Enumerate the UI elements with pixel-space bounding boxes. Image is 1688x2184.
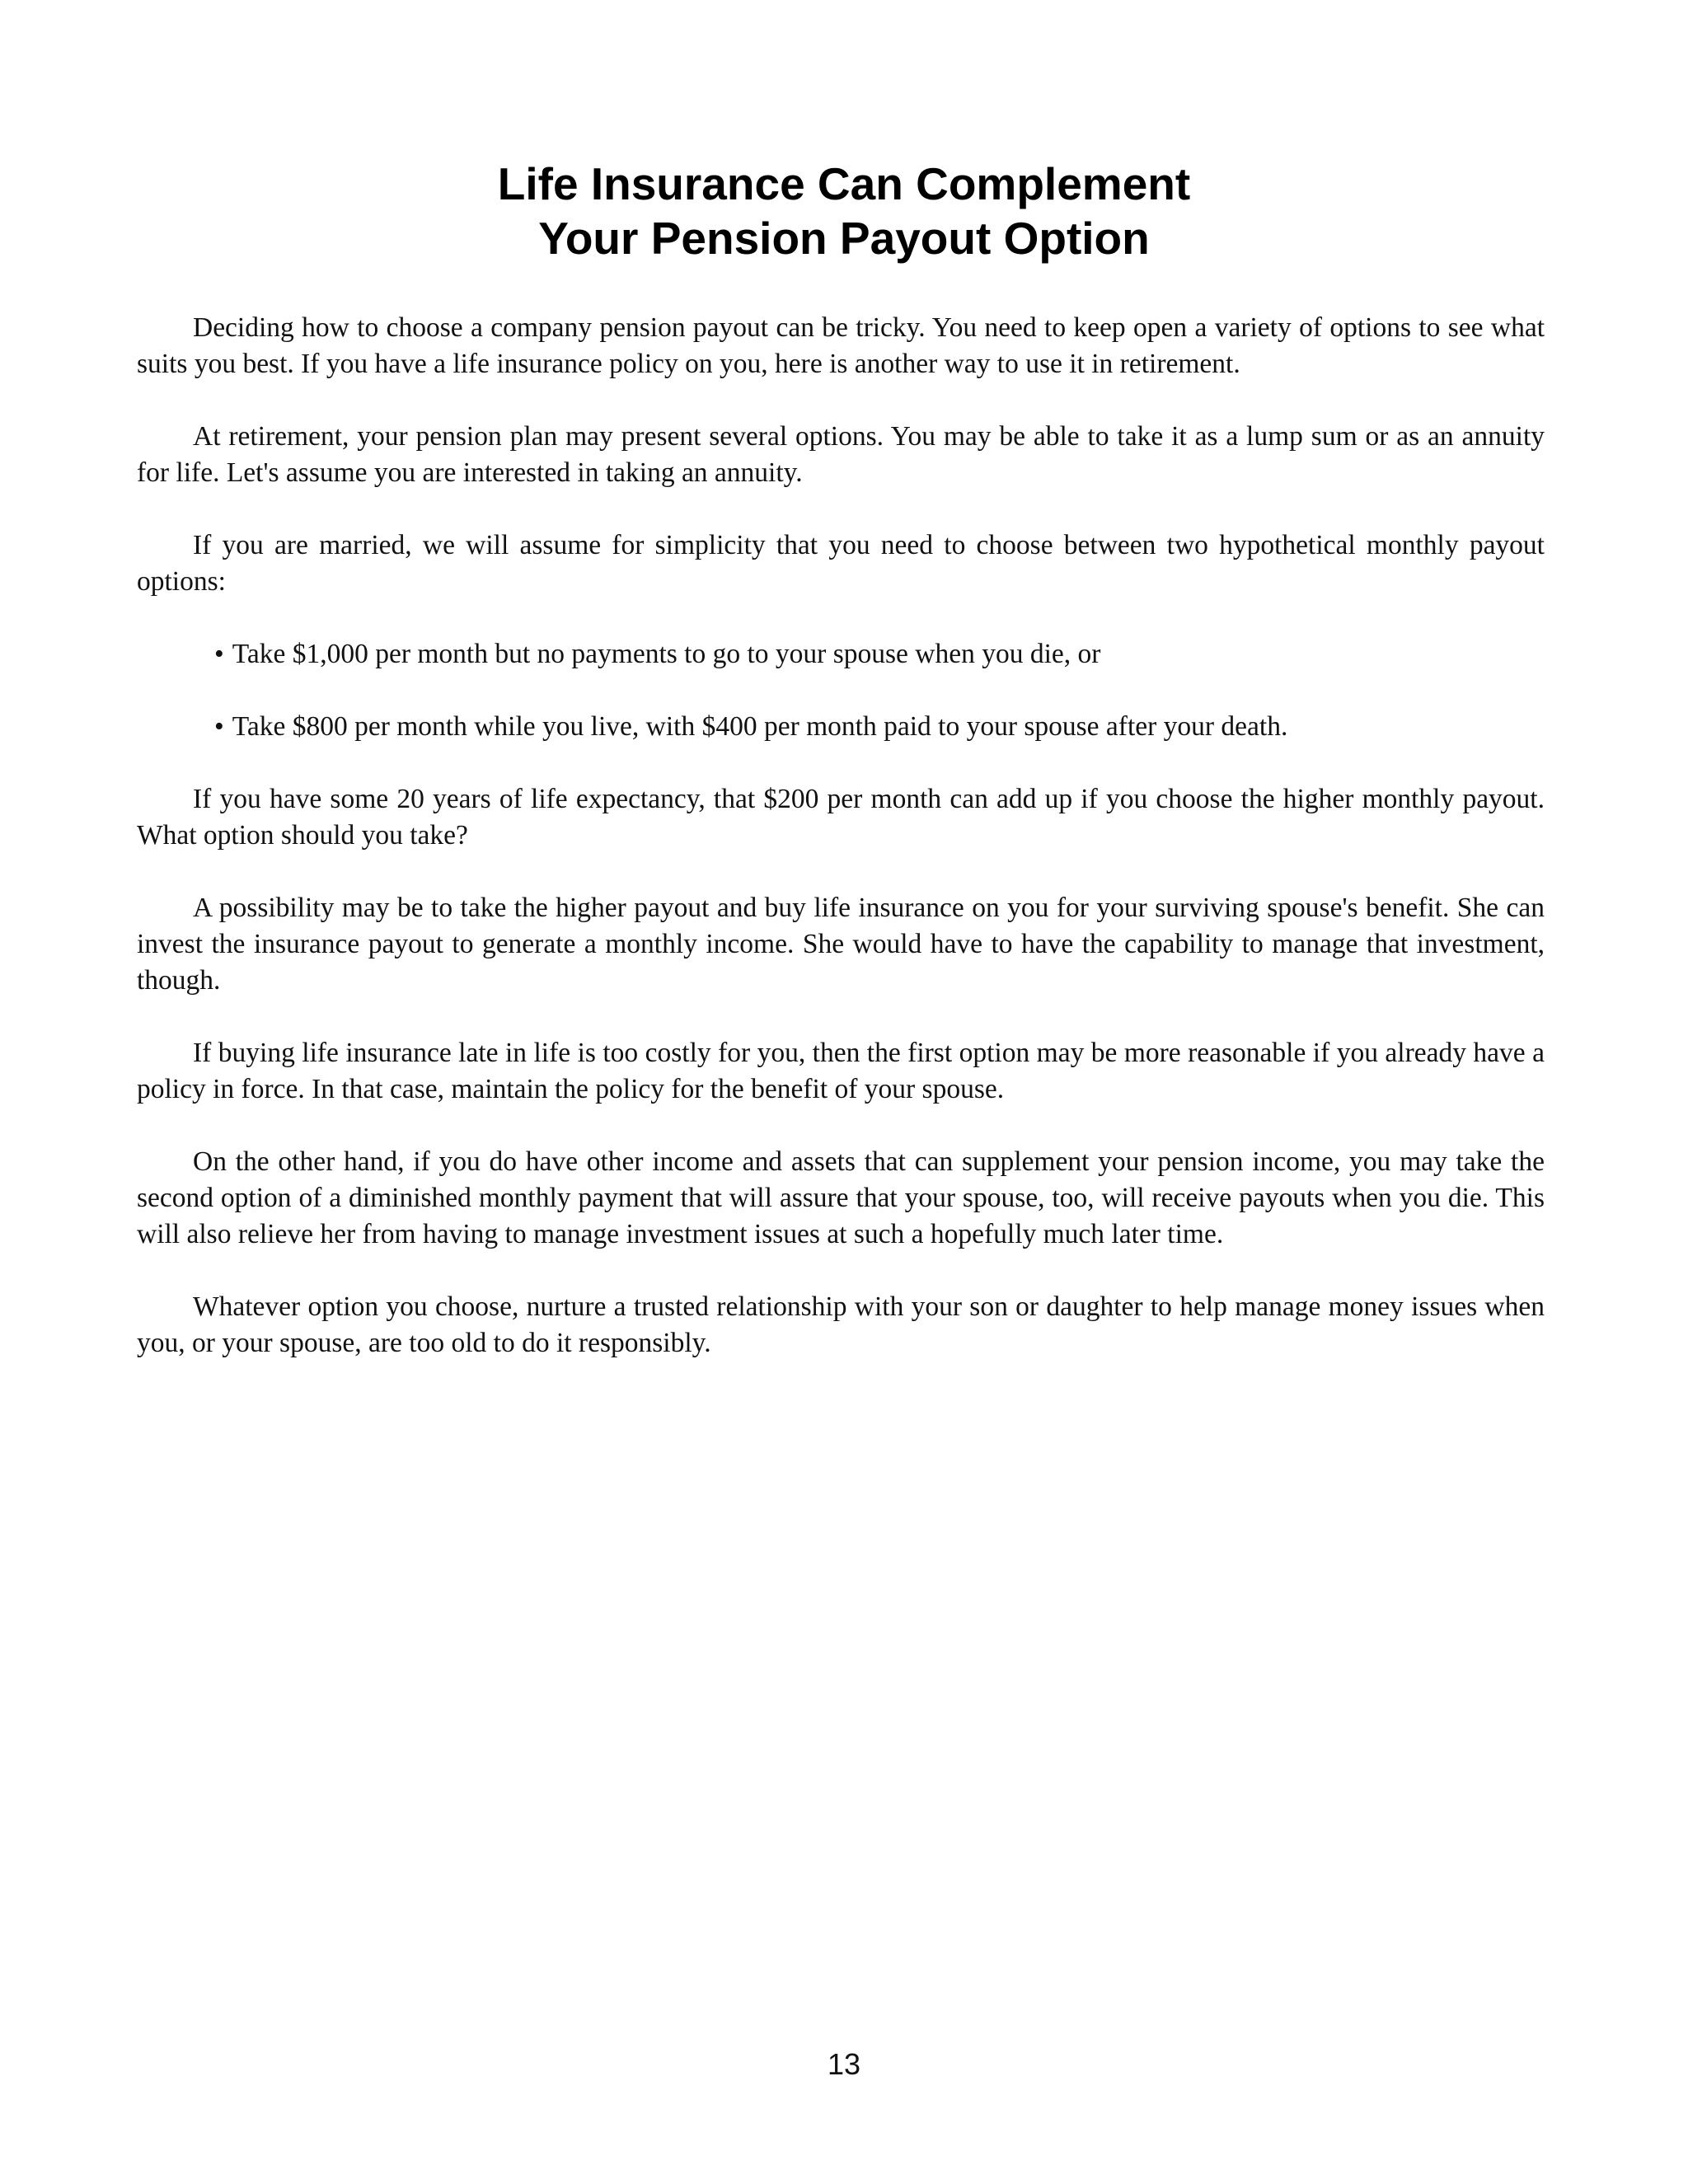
list-item <box>137 709 1545 745</box>
list-item <box>137 636 1545 673</box>
payout-options-list <box>137 636 1545 745</box>
list-item-text: Take $1,000 per month but no payments to go to your spouse when you die, or <box>232 639 1101 669</box>
paragraph-retirement-options: At retirement, your pension plan may present several options. You may be able to take it as a lump sum or as an annuity for life. Let's assume you are interested in taking an annuity. <box>137 421 1545 488</box>
page-number: 13 <box>827 2047 861 2081</box>
bullet-icon: • <box>214 639 224 669</box>
paragraph-intro: Deciding how to choose a company pension payout can be tricky. You need to keep open a variety of options to see what suits you best. If you have a life insurance policy on you, here is another way to use it in retirement. <box>137 312 1545 379</box>
article-body <box>137 310 1545 1398</box>
paragraph-whatever-option: Whatever option you choose, nurture a trusted relationship with your son or daughter to help manage money issues when you, or your spouse, are too old to do it responsibly. <box>137 1291 1545 1358</box>
paragraph-life-expectancy: If you have some 20 years of life expectancy, that $200 per month can add up if you choose the higher monthly payout. What option should you take? <box>137 784 1545 851</box>
title-line-2: Your Pension Payout Option <box>538 213 1150 264</box>
list-item-text: Take $800 per month while you live, with $400 per month paid to your spouse after your death. <box>232 711 1288 742</box>
paragraph-other-income: On the other hand, if you do have other income and assets that can supplement your pension income, you may take the second option of a diminished monthly payment that will assure that your spouse, too, will receive payouts when you die. This will also relieve her from having to manage investment issues at such a hopefully much later time. <box>137 1146 1545 1249</box>
page-title <box>0 157 1688 265</box>
bullet-icon: • <box>214 711 224 742</box>
paragraph-possibility: A possibility may be to take the higher payout and buy life insurance on you for your surviving spouse's benefit. She can invest the insurance payout to generate a monthly income. She would have to have the capability to manage that investment, though. <box>137 893 1545 996</box>
paragraph-costly-insurance: If buying life insurance late in life is too costly for you, then the first option may be more reasonable if you already have a policy in force. In that case, maintain the policy for the benefit of your spouse. <box>137 1038 1545 1104</box>
title-line-1: Life Insurance Can Complement <box>497 158 1191 209</box>
paragraph-married-options: If you are married, we will assume for simplicity that you need to choose between two hypothetical monthly payout options: <box>137 530 1545 597</box>
